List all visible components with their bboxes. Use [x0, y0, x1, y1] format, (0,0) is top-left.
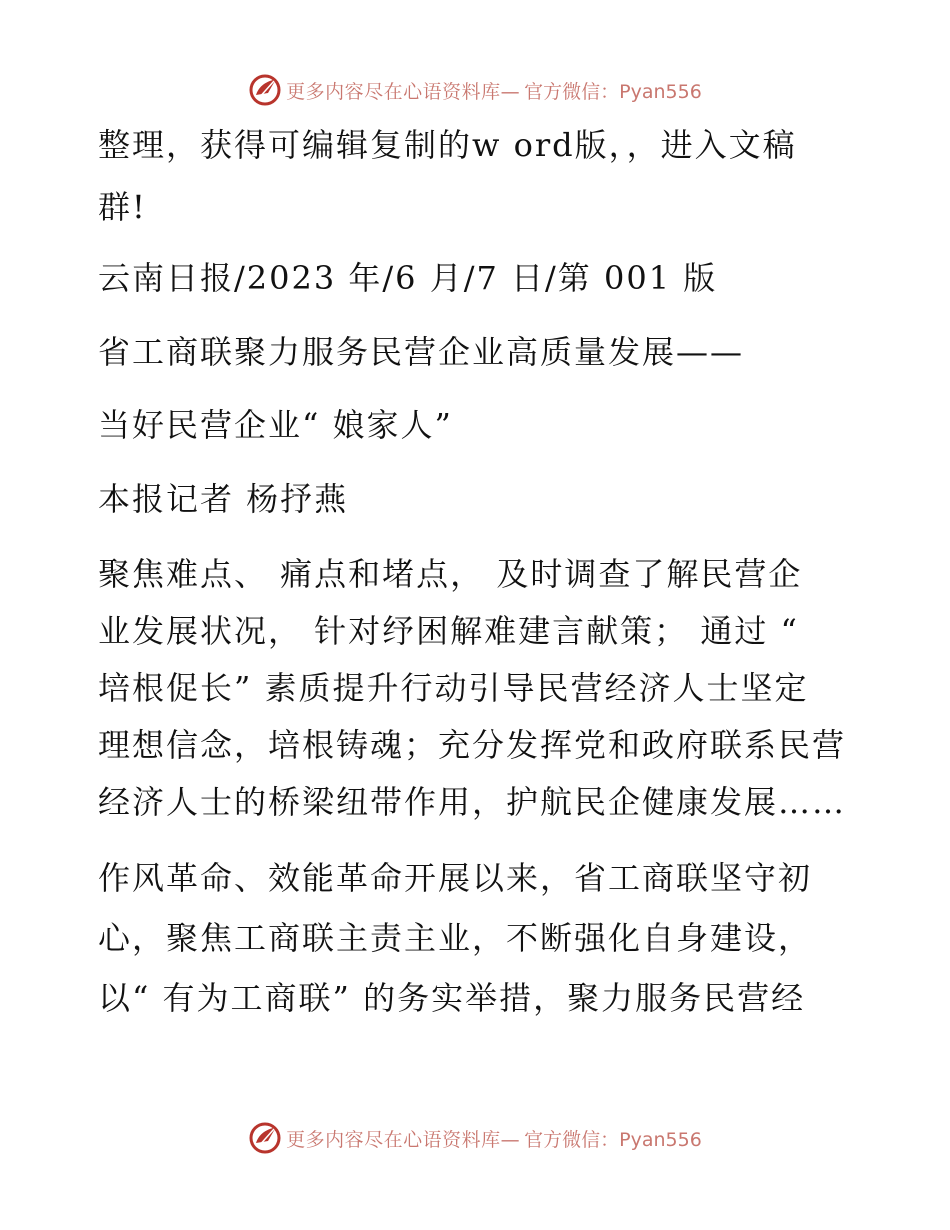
paragraph-line: 作风革命、效能革命开展以来，省工商联坚守初: [98, 859, 813, 897]
paragraph-line: 培根促长” 素质提升行动引导民营经济人士坚定: [98, 669, 809, 707]
headline: 省工商联聚力服务民营企业高质量发展——: [98, 333, 745, 371]
pen-in-circle-logo-icon: [248, 1121, 282, 1155]
watermark-contact-text: 官方微信：Pyan556: [524, 1128, 702, 1151]
paragraph-line: 心，聚焦工商联主责主业，不断强化自身建设，: [98, 919, 813, 957]
paragraph-line: 以“ 有为工商联” 的务实举措，聚力服务民营经: [98, 979, 806, 1017]
dateline: 云南日报/2023 年/6 月/7 日/第 001 版: [98, 259, 718, 297]
paragraph-line: 业发展状况， 针对纾困解难建言献策； 通过 “: [98, 612, 799, 650]
byline: 本报记者 杨抒燕: [98, 480, 349, 518]
watermark-site-text: 更多内容尽在心语资料库—: [286, 1128, 521, 1151]
pen-in-circle-logo-icon: [248, 73, 282, 107]
subheadline: 当好民营企业“ 娘家人”: [98, 406, 453, 444]
paragraph-line: 经济人士的桥梁纽带作用，护航民企健康发展……: [98, 783, 847, 821]
bottom-watermark-banner: [0, 1118, 950, 1158]
paragraph-line: 理想信念，培根铸魂；充分发挥党和政府联系民营: [98, 726, 847, 764]
paragraph-line: 整理，获得可编辑复制的w ord版，，进入文稿: [98, 126, 797, 164]
paragraph-line: 群!: [98, 188, 147, 226]
watermark-contact-text: 官方微信：Pyan556: [524, 80, 702, 103]
paragraph-line: 聚焦难点、 痛点和堵点， 及时调查了解民营企: [98, 555, 803, 593]
watermark-site-text: 更多内容尽在心语资料库—: [286, 80, 521, 103]
top-watermark-banner: [0, 70, 950, 110]
